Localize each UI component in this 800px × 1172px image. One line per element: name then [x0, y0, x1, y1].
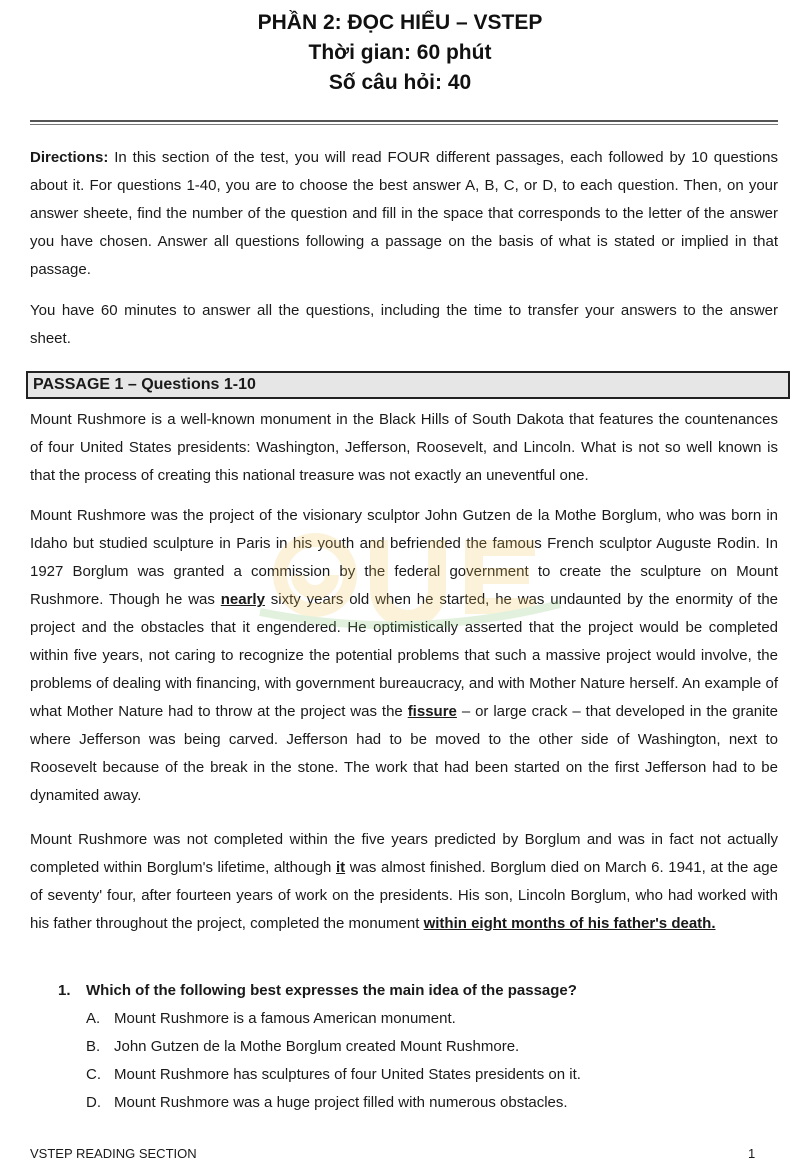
- option-letter: A.: [86, 1010, 101, 1027]
- underlined-word-nearly: nearly: [220, 591, 265, 608]
- time-note-paragraph: You have 60 minutes to answer all the questions, including the time to transfer your answers to the answer sheet.: [30, 302, 778, 347]
- option-b[interactable]: [86, 1036, 776, 1058]
- question-number: 1.: [58, 982, 71, 999]
- underlined-word-fissure: fissure: [407, 703, 457, 720]
- option-d[interactable]: [86, 1092, 776, 1114]
- p2-text-a: Mount Rushmore was the project of the visionary sculptor John Gutzen de la Mothe Borglum, who was born in Idaho but studied sculpture in Paris in his youth and befriended the famous French sculptor Auguste Rodin. In 1927 Borglum was granted a commission by the federal government to create the sculpture on Mount Rushmore. Though he was: [30, 507, 778, 608]
- option-text: Mount Rushmore has sculptures of four United States presidents on it.: [114, 1066, 581, 1083]
- passage-paragraph-2: [30, 502, 778, 810]
- p3-text-b: was almost finished. Borglum died on March 6. 1941, at the age of seventy' four, after fourteen years of work on the presidents. His son, Lincoln Borglum, who had worked with his father throughout the project, completed the monument: [30, 859, 778, 932]
- option-c[interactable]: [86, 1064, 776, 1086]
- p2-text-b: sixty years old when he started, he was undaunted by the enormity of the project and the obstacles that it engendered. He optimistically asserted that the project would be completed within five years, not caring to recognize the potential problems that such a massive project would involve, the problems of dealing with financing, with government bureaucracy, and with Mother Nature herself. An example of what Mother Nature had to throw at the project was the: [30, 591, 779, 720]
- footer-label: VSTEP READING SECTION: [30, 1146, 197, 1161]
- section-title: PHẦN 2: ĐỌC HIỂU – VSTEP: [257, 11, 543, 34]
- page-number: 1: [748, 1146, 756, 1161]
- option-letter: B.: [86, 1038, 101, 1055]
- passage-paragraph-1: Mount Rushmore is a well-known monument in the Black Hills of South Dakota that features the countenances of four United States presidents: Washington, Jefferson, Roosevelt, and Lincoln. What is not so well known is that the process of creating this national treasure was not exactly an uneventful one.: [30, 411, 778, 484]
- underlined-phrase-within-eight-months: within eight months of his father's death.: [423, 915, 716, 932]
- option-text: John Gutzen de la Mothe Borglum created Mount Rushmore.: [114, 1038, 520, 1055]
- p3-text-a: Mount Rushmore was not completed within the five years predicted by Borglum and was in fact not actually completed within Borglum's lifetime, although: [30, 831, 778, 876]
- passage-paragraph-3: [30, 826, 778, 938]
- underlined-word-it: it: [335, 859, 346, 876]
- header-divider: [30, 120, 778, 125]
- option-text: Mount Rushmore is a famous American monument.: [114, 1010, 456, 1027]
- passage-heading: PASSAGE 1 – Questions 1-10: [26, 371, 790, 399]
- p2-text-c: – or large crack – that developed in the granite where Jefferson was being carved. Jefferson had to be moved to the other side of Washington, next to Roosevelt because of the break in the stone. The work that had been started on the first Jefferson had to be dynamited away.: [30, 703, 778, 804]
- directions-paragraph: [30, 144, 778, 284]
- option-letter: C.: [86, 1066, 101, 1083]
- option-a[interactable]: [86, 1008, 776, 1030]
- document-header: [0, 8, 800, 98]
- question-count: Số câu hỏi: 40: [328, 71, 472, 94]
- question-1: [58, 980, 778, 1002]
- option-letter: D.: [86, 1094, 101, 1111]
- question-text: Which of the following best expresses the main idea of the passage?: [86, 982, 577, 999]
- time-limit: Thời gian: 60 phút: [308, 41, 492, 64]
- directions-label: Directions:: [30, 149, 109, 166]
- option-text: Mount Rushmore was a huge project filled with numerous obstacles.: [114, 1094, 568, 1111]
- directions-text: In this section of the test, you will read FOUR different passages, each followed by 10 questions about it. For questions 1-40, you are to choose the best answer A, B, C, or D, to each question. Then, on your answer sheete, find the number of the question and fill in the space that corresponds to the letter of the answer you have chosen. Answer all questions following a passage on the basis of what is stated or implied in that passage.: [30, 149, 778, 278]
